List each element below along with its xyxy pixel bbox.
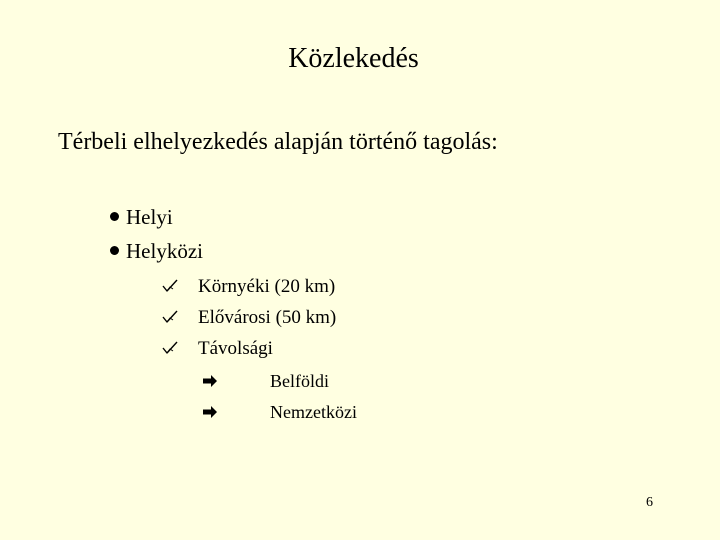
slide-title: Közlekedés [288, 43, 419, 74]
list-item-helykozi [110, 238, 203, 264]
list-item-label: Helyközi [126, 239, 203, 263]
sublist-item-label: Elővárosi (50 km) [198, 307, 337, 328]
arrow-right-icon [202, 374, 218, 388]
check-hand-icon [162, 278, 178, 294]
bullet-icon [110, 246, 119, 255]
subsublist-item-nemzetkozi [202, 400, 357, 424]
sublist-item-kornyeki [162, 275, 335, 299]
sublist-item-tavolsagi [162, 337, 273, 361]
list-item-helyi [110, 204, 173, 230]
check-hand-icon [162, 309, 178, 325]
sublist-item-label: Környéki (20 km) [198, 276, 336, 297]
subsublist-item-label: Nemzetközi [270, 402, 357, 422]
subsublist-item-label: Belföldi [270, 371, 329, 391]
arrow-right-icon [202, 405, 218, 419]
bullet-icon [110, 212, 119, 221]
sublist-item-label: Távolsági [198, 338, 273, 359]
page-number: 6 [646, 495, 653, 510]
check-hand-icon [162, 340, 178, 356]
intro-text: Térbeli elhelyezkedés alapján történő tagolás: [58, 129, 498, 155]
sublist-item-elovarosi [162, 306, 336, 330]
subsublist-item-belfoldi [202, 369, 329, 393]
list-item-label: Helyi [126, 205, 173, 229]
